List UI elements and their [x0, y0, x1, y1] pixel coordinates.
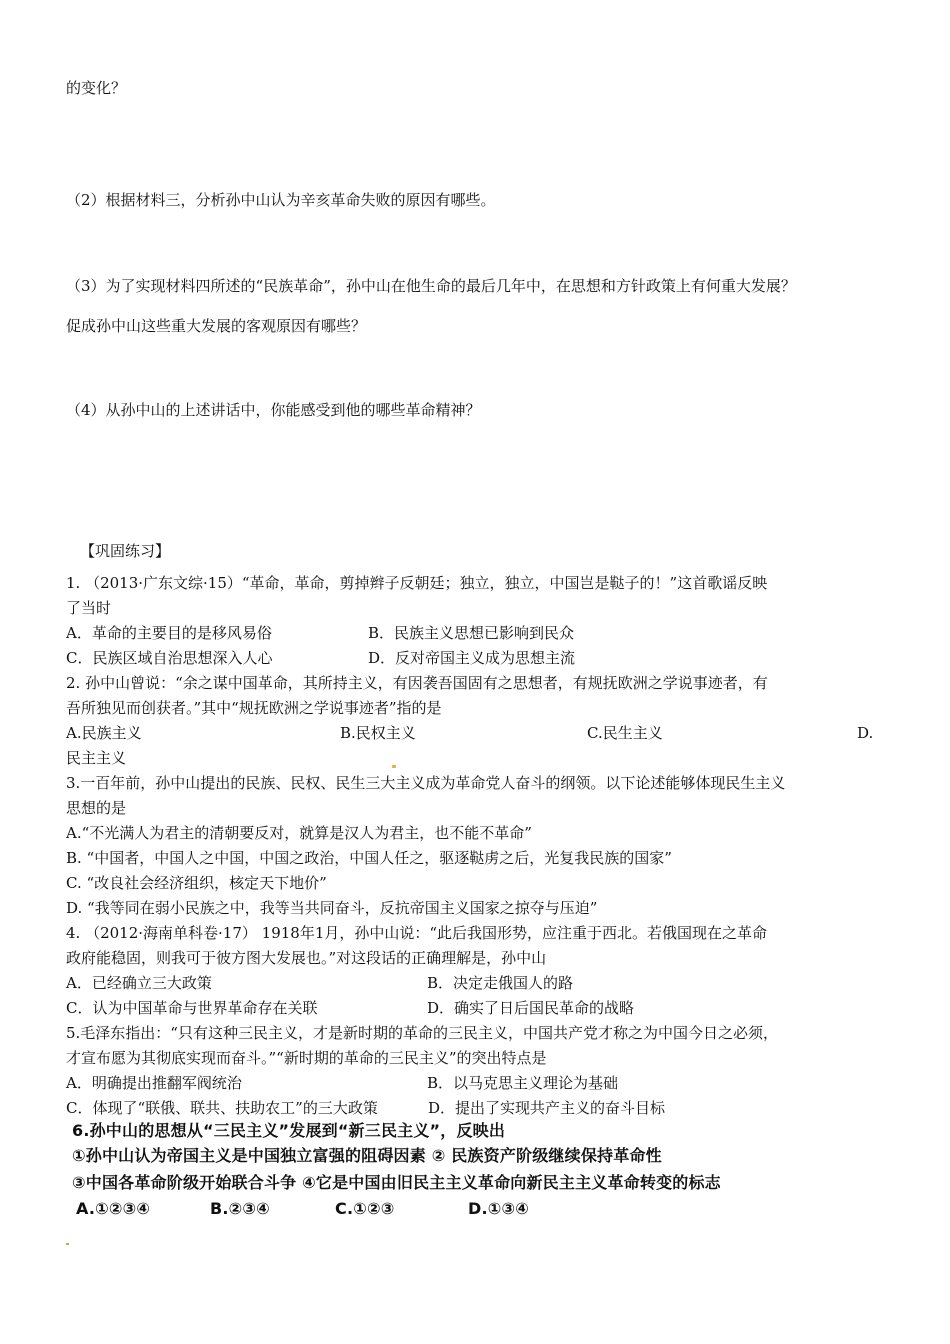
section-title: 【巩固练习】 — [80, 542, 171, 560]
question-5-stem-cont: 才宣布愿为其彻底实现而奋斗。”“新时期的革命的三民主义”的突出特点是 — [66, 1049, 547, 1067]
question-4-option-d: D．确实了日后国民革命的战略 — [427, 999, 635, 1017]
question-6-statements-2: ③中国各革命阶级开始联合斗争 ④它是中国由旧民主主义革命向新民主主义革命转变的标志 — [72, 1173, 721, 1192]
question-2-option-d-cont: 民主主义 — [66, 749, 127, 767]
question-5-option-d: D．提出了实现共产主义的奋斗目标 — [428, 1099, 666, 1117]
question-3-option-b: B. “中国者，中国人之中国，中国之政治，中国人任之，驱逐鞑虏之后，光复我民族的国家” — [66, 849, 672, 867]
question-6-option-a: A.①②③④ — [76, 1199, 151, 1218]
question-1-stem-cont: 了当时 — [66, 599, 112, 617]
question-6-statements-1: ①孙中山认为帝国主义是中国独立富强的阻碍因素 ② 民族资产阶级继续保持革命性 — [72, 1146, 662, 1165]
question-3-option-a: A.“不光满人为君主的清朝要反对，就算是汉人为君主，也不能不革命” — [66, 824, 532, 842]
question-2-option-d: D. — [857, 724, 874, 742]
question-3-stem: 3.一百年前，孙中山提出的民族、民权、民生三大主义成为革命党人奋斗的纲领。以下论述能够体现民生主义 — [66, 774, 786, 792]
subquestion-3-line1: （3）为了实现材料四所述的“民族革命”，孙中山在他生命的最后几年中，在思想和方针政策上有何重大发展？ — [66, 277, 796, 295]
question-1-stem: 1. （2013·广东文综·15）“革命，革命，剪掉辫子反朝廷；独立，独立，中国岂是鞑子的！”这首歌谣反映 — [66, 574, 768, 592]
question-2-stem-cont: 吾所独见而创获者。”其中“规抚欧洲之学说事迹者”指的是 — [66, 699, 442, 717]
question-5-option-c: C．体现了“联俄、联共、扶助农工”的三大政策 — [66, 1099, 378, 1117]
question-5-option-a: A．明确提出推翻军阀统治 — [66, 1074, 242, 1092]
question-6-option-d: D.①③④ — [468, 1199, 529, 1218]
question-4-stem: 4. （2012·海南单科卷·17） 1918年1月，孙中山说：“此后我国形势，应注重于西北。若俄国现在之革命 — [66, 924, 768, 942]
question-1-option-b: B．民族主义思想已影响到民众 — [368, 624, 575, 642]
stray-dot — [66, 1243, 69, 1245]
question-3-option-d: D. “我等同在弱小民族之中，我等当共同奋斗，反抗帝国主义国家之掠夺与压迫” — [66, 899, 598, 917]
question-4-stem-cont: 政府能稳固，则我可于彼方图大发展也。”对这段话的正确理解是，孙中山 — [66, 949, 547, 967]
subquestion-2: （2）根据材料三，分析孙中山认为辛亥革命失败的原因有哪些。 — [66, 191, 496, 209]
question-3-stem-cont: 思想的是 — [66, 799, 127, 817]
question-6-option-b: B.②③④ — [210, 1199, 270, 1218]
question-2-option-b: B.民权主义 — [340, 724, 416, 742]
subquestion-3-line2: 促成孙中山这些重大发展的客观原因有哪些？ — [66, 317, 367, 335]
question-2-option-c: C.民生主义 — [587, 724, 663, 742]
question-6-option-c: C.①②③ — [335, 1199, 395, 1218]
subquestion-4: （4）从孙中山的上述讲话中，你能感受到他的哪些革命精神？ — [66, 401, 481, 419]
question-5-stem: 5.毛泽东指出：“只有这种三民主义，才是新时期的革命的三民主义，中国共产党才称之为中国今日之必须， — [66, 1024, 778, 1042]
question-4-option-a: A．已经确立三大政策 — [66, 974, 212, 992]
question-2-stem: 2. 孙中山曾说：“余之谋中国革命，其所持主义，有因袭吾国固有之思想者，有规抚欧洲之学说事迹者，有 — [66, 674, 768, 692]
question-4-option-c: C．认为中国革命与世界革命存在关联 — [66, 999, 318, 1017]
question-5-option-b: B．以马克思主义理论为基础 — [427, 1074, 619, 1092]
question-1-option-d: D．反对帝国主义成为思想主流 — [368, 649, 576, 667]
ink-mark — [392, 765, 396, 768]
question-6-stem: 6.孙中山的思想从“三民主义”发展到“新三民主义”，反映出 — [72, 1121, 506, 1140]
question-1-option-a: A．革命的主要目的是移风易俗 — [66, 624, 272, 642]
question-2-option-a: A.民族主义 — [66, 724, 142, 742]
question-3-option-c: C. “改良社会经济组织，核定天下地价” — [66, 874, 327, 892]
question-1-option-c: C．民族区域自治思想深入人心 — [66, 649, 273, 667]
text-line-change: 的变化？ — [66, 79, 127, 97]
question-4-option-b: B．决定走俄国人的路 — [427, 974, 574, 992]
